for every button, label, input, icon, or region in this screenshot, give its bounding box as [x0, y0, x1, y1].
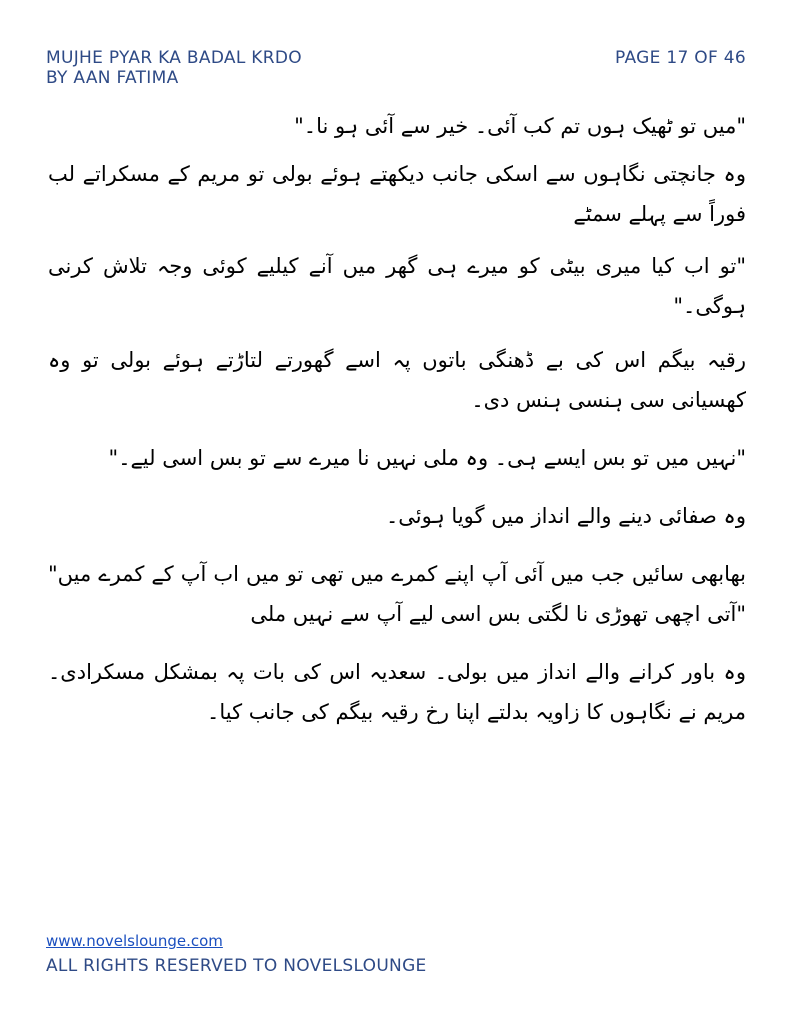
paragraph-5: "نہیں میں تو بس ایسے ہی۔ وہ ملی نہیں نا میرے سے تو بس اسی لیے۔" — [108, 446, 746, 470]
paragraph-6: وہ صفائی دینے والے انداز میں گویا ہوئی۔ — [385, 504, 746, 528]
paragraph-1: "میں تو ٹھیک ہوں تم کب آئی۔ خیر سے آئی ہو نا۔" — [294, 114, 746, 138]
paragraph-4: رقیہ بیگم اس کی بے ڈھنگی باتوں پہ اسے گھورتے لتاڑتے ہوئے بولی تو وہ کھسیانی سی ہنسی ہنس دی۔ — [48, 348, 746, 412]
paragraph-3: "تو اب کیا میری بیٹی کو میرے ہی گھر میں آنے کیلیے کوئی وجہ تلاش کرنی ہوگی۔" — [48, 254, 746, 318]
story-body — [48, 106, 746, 732]
page-number: PAGE 17 OF 46 — [615, 48, 746, 68]
copyright-notice: ALL RIGHTS RESERVED TO NOVELSLOUNGE — [46, 956, 427, 976]
paragraph-8: وہ باور کرانے والے انداز میں بولی۔ سعدیہ اس کی بات پہ بمشکل مسکرادی۔ مریم نے نگاہوں کا زاویہ بدلتے اپنا رخ رقیہ بیگم کی جانب کیا۔ — [48, 660, 746, 724]
book-title: MUJHE PYAR KA BADAL KRDO — [46, 48, 302, 68]
paragraph-2: وہ جانچتی نگاہوں سے اسکی جانب دیکھتے ہوئے بولی تو مریم کے مسکراتے لب فوراً سے پہلے سمٹے — [48, 162, 746, 226]
paragraph-7: بھابھی سائیں جب میں آئی آپ اپنے کمرے میں تھی تو میں اب آپ کے کمرے میں" "آتی اچھی تھوڑی نا لگتی بس اسی لیے آپ سے نہیں ملی — [48, 562, 746, 626]
author-name: BY AAN FATIMA — [46, 68, 179, 88]
website-link[interactable]: www.novelslounge.com — [46, 932, 223, 950]
